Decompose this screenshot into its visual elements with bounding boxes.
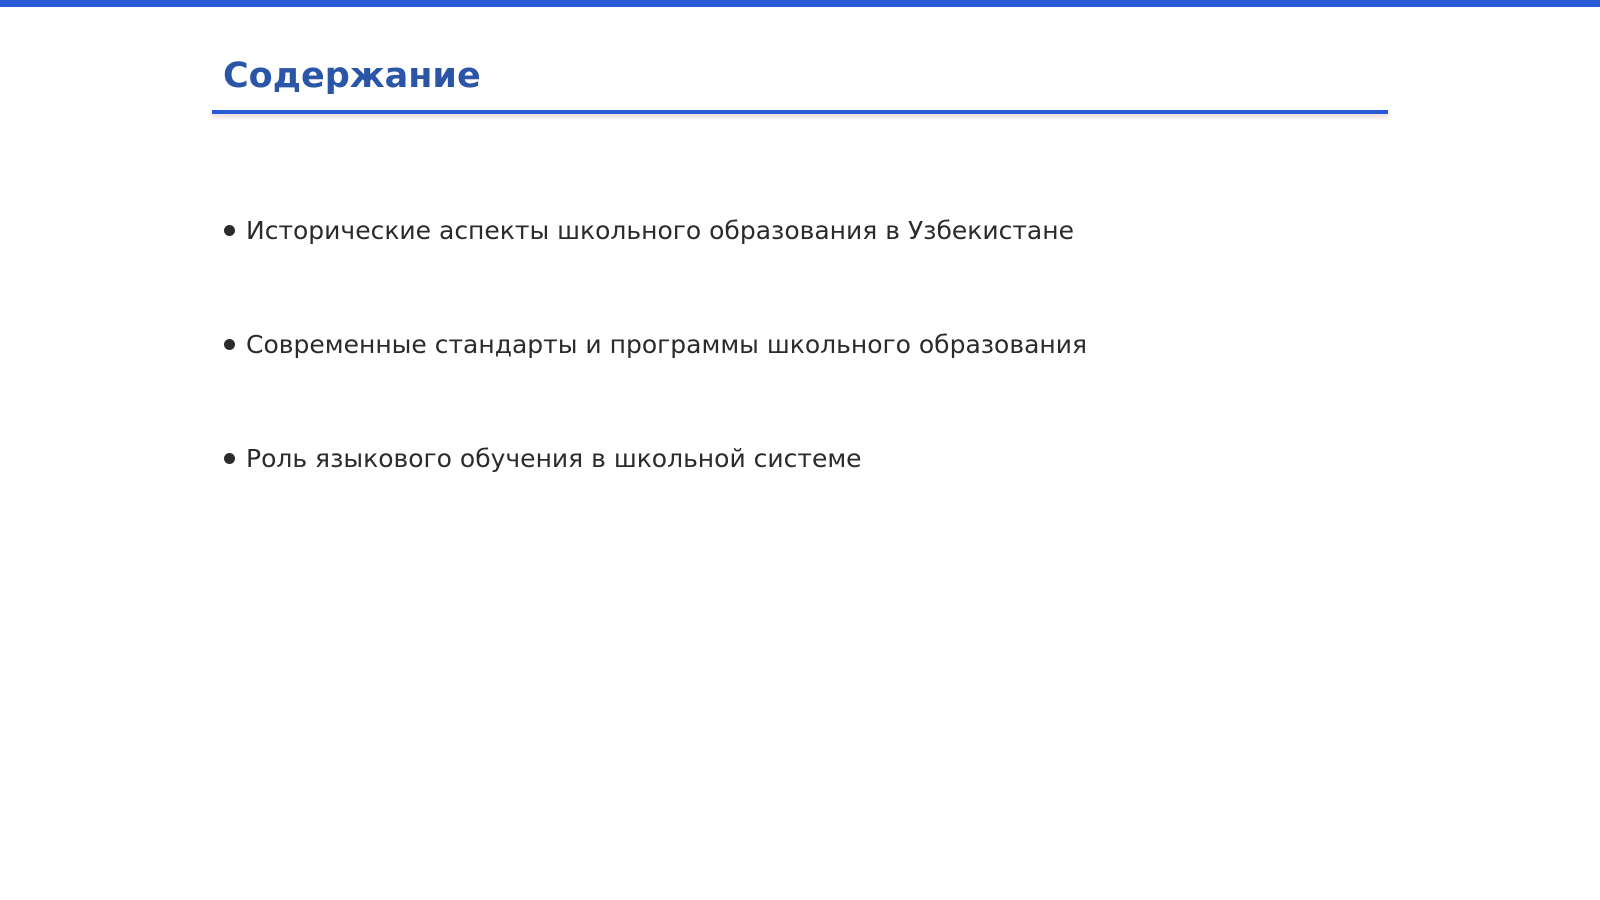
list-item-text: Исторические аспекты школьного образования в Узбекистане [246,215,1074,245]
list-item [224,436,1087,480]
list-item [224,322,1087,366]
list-item [224,208,1087,252]
list-item-text: Роль языкового обучения в школьной системе [246,443,862,473]
bullet-icon [224,339,235,350]
title-underline [212,110,1388,114]
list-item-text: Современные стандарты и программы школьного образования [246,329,1088,359]
bullet-icon [224,453,235,464]
bullet-icon [224,225,235,236]
slide-title: Содержание [223,56,481,96]
contents-list [224,208,1087,550]
